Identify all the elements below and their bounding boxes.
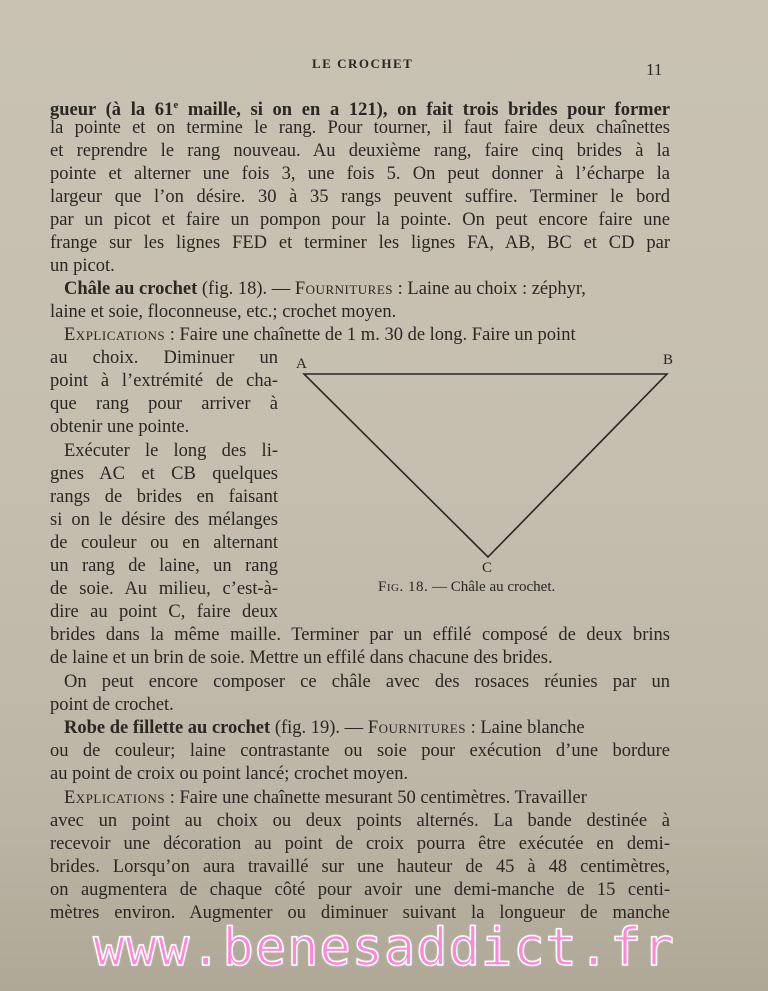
supplies-label: Fournitures [294, 279, 393, 299]
vertex-label-a: A [296, 356, 307, 372]
column-line: un rang de laine, un rang [50, 556, 278, 576]
figure-shawl-triangle [292, 352, 682, 582]
page-number: 11 [646, 60, 663, 79]
column-line: point à l’extrémité de cha- [50, 371, 278, 391]
vertex-label-b: B [663, 352, 674, 368]
column-line: dire au point C, faire deux [50, 602, 278, 622]
text-line: frange sur les lignes FED et terminer les lignes FA, AB, BC et CD par [50, 233, 670, 253]
text-line: mètres environ. Augmenter ou diminuer suivant la longueur de manche [50, 903, 670, 923]
text-line: et reprendre le rang nouveau. Au deuxième rang, faire cinq brides à la [50, 141, 670, 161]
section-heading-line [64, 717, 670, 739]
triangle-shape [304, 374, 667, 557]
supplies-label: Fournitures [367, 718, 466, 738]
supplies-text: : Laine au choix : zéphyr, [393, 279, 586, 299]
text-line: largeur que l’on désire. 30 à 35 rangs peuvent suffire. Terminer le bord [50, 187, 670, 207]
section-title: Châle au crochet [64, 279, 198, 299]
section-title: Robe de fillette au crochet [64, 718, 271, 738]
column-line: au choix. Diminuer un [50, 348, 278, 368]
figure-caption-text: — Châle au crochet. [428, 579, 556, 595]
explanations-label: Explications [64, 325, 166, 345]
text-line: pointe et alterner une fois 3, une fois 5. On peut donner à l’écharpe la [50, 164, 670, 184]
explanations-line [64, 324, 670, 346]
figure-ref: (fig. 19). — [270, 718, 368, 738]
text-line: On peut encore composer ce châle avec des rosaces réunies par un [64, 672, 670, 692]
text-line: gueur (à la 61e maille, si on en a 121), on fait trois brides pour former [50, 99, 670, 121]
figure-ref: (fig. 18). — [197, 279, 295, 299]
figure-caption [378, 579, 555, 596]
text-line: de laine et un brin de soie. Mettre un effilé dans chacune des brides. [50, 648, 553, 668]
text-line: la pointe et on termine le rang. Pour tourner, il faut faire deux chaînettes [50, 118, 670, 138]
column-line: gnes AC et CB quelques [50, 464, 278, 484]
text-line: brides dans la même maille. Terminer par un effilé composé de deux brins [50, 625, 670, 645]
text-line: ou de couleur; laine contrastante ou soie pour exécution d’une bordure [50, 741, 670, 761]
column-line: de soie. Au milieu, c’est-à- [50, 579, 278, 599]
text-line: brides. Lorsqu’on aura travaillé sur une hauteur de 45 à 48 centimètres, [50, 857, 670, 877]
text-line: recevoir une décoration au point de croix pourra être exécutée en demi- [50, 834, 670, 854]
supplies-text: : Laine blanche [465, 718, 585, 738]
text-line: au point de croix ou point lancé; crochet moyen. [50, 764, 409, 784]
text-line: par un picot et faire un pompon pour la pointe. On peut encore faire une [50, 210, 670, 230]
text-line: un picot. [50, 256, 115, 276]
column-line: rangs de brides en faisant [50, 487, 278, 507]
column-line: que rang pour arriver à [50, 394, 278, 414]
column-line: Exécuter le long des li- [64, 441, 278, 461]
explanations-label: Explications [64, 788, 166, 808]
vertex-label-c: C [482, 560, 493, 576]
column-line: si on le désire des mélanges [50, 510, 278, 530]
text-line: laine et soie, floconneuse, etc.; crochet moyen. [50, 302, 397, 322]
text-line: point de crochet. [50, 695, 174, 715]
running-title: LE CROCHET [312, 56, 414, 71]
column-line: obtenir une pointe. [50, 417, 190, 437]
text-line: avec un point au choix ou deux points alternés. La bande destinée à [50, 811, 670, 831]
explanations-text: : Faire une chaînette de 1 m. 30 de long. Faire un point [165, 325, 576, 345]
column-line: de couleur ou en alternant [50, 533, 278, 553]
text-line: on augmentera de chaque côté pour avoir une demi-manche de 15 centi- [50, 880, 670, 900]
triangle-diagram [292, 352, 682, 582]
section-heading-line [64, 278, 670, 300]
explanations-line [64, 787, 670, 809]
explanations-text: : Faire une chaînette mesurant 50 centimètres. Travailler [165, 788, 587, 808]
watermark: www.benesaddict.fr [93, 918, 675, 978]
figure-number: Fig. 18. [378, 579, 429, 595]
